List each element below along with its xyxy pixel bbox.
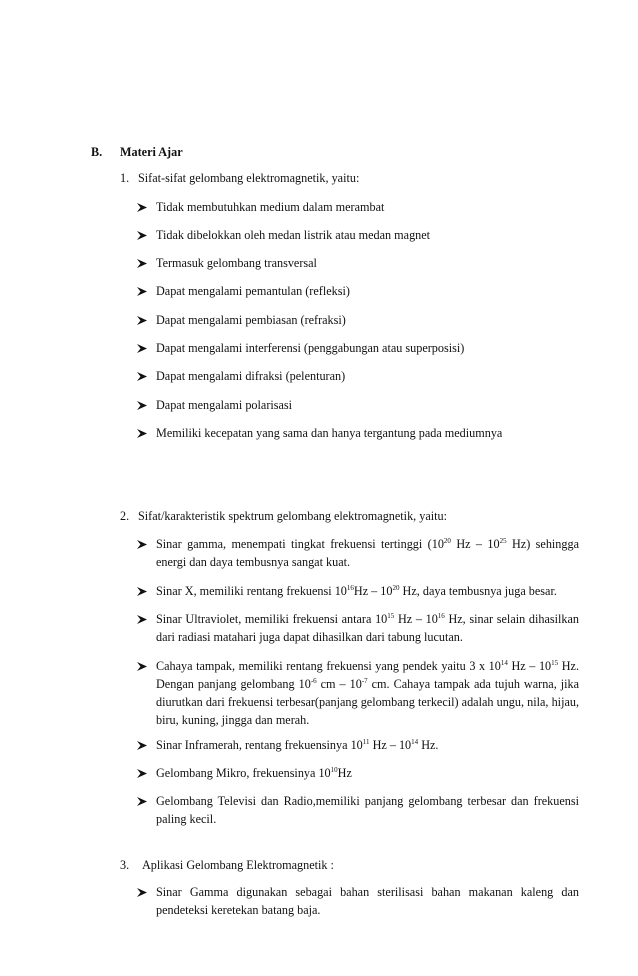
list1-item-0: [136, 198, 579, 216]
list-item-text: Sinar Gamma digunakan sebagai bahan sterilisasi bahan makanan kaleng dan pendeteksi keretekan batang baja.: [156, 885, 579, 917]
list2-number: 2.: [120, 509, 130, 523]
arrow-bullet-icon: [136, 367, 148, 385]
list1-number: 1.: [120, 171, 130, 185]
arrow-bullet-icon: [136, 254, 148, 272]
list-item-text: Dapat mengalami pemantulan (refleksi): [156, 284, 350, 298]
list2-item-xray: [136, 582, 579, 600]
list1-item-8: [136, 424, 579, 442]
list2-item-infrared: [136, 736, 579, 754]
section-title: Materi Ajar: [120, 145, 183, 159]
list2-heading: Sifat/karakteristik spektrum gelombang elektromagnetik, yaitu:: [138, 509, 448, 523]
list1-item-6: [136, 367, 579, 385]
xray-text: Sinar X, memiliki rentang frekuensi $10^{16}Hz - 10^{20}$ Hz, daya tembusnya juga besar.: [156, 584, 557, 598]
arrow-bullet-icon: [136, 226, 148, 244]
list2-item-visible: [136, 657, 579, 729]
arrow-bullet-icon: [136, 883, 148, 901]
arrow-bullet-icon: [136, 764, 148, 782]
list-item-text: Tidak membutuhkan medium dalam merambat: [156, 200, 385, 214]
arrow-bullet-icon: [136, 396, 148, 414]
list-item-text: Dapat mengalami pembiasan (refraksi): [156, 313, 346, 327]
infrared-text: Sinar Inframerah, rentang frekuensinya $10^{11}$ Hz – $10^{14}$ Hz.: [156, 738, 439, 752]
arrow-bullet-icon: [136, 582, 148, 600]
arrow-bullet-icon: [136, 198, 148, 216]
list-item-text: Dapat mengalami difraksi (pelenturan): [156, 369, 346, 383]
list2-item-tv-radio: [136, 792, 579, 828]
list-item-text: Tidak dibelokkan oleh medan listrik atau medan magnet: [156, 228, 431, 242]
arrow-bullet-icon: [136, 792, 148, 810]
list1-item-2: [136, 254, 579, 272]
visible-light-text: Cahaya tampak, memiliki rentang frekuensi yang pendek yaitu 3 x $10^{14}$ Hz – $10^{15}$ Hz. Dengan panjang gelombang $10^{-6}$ cm – $10^{-7}$ cm. Cahaya tampak ada tujuh warna, jika diurutkan dari frekuensi terbesar(panjang gelombang terkecil) adalah ungu, nila, hijau, biru, kuning, jingga dan merah.: [156, 659, 580, 727]
arrow-bullet-icon: [136, 610, 148, 628]
list1-item-3: [136, 282, 579, 300]
list-item-text: Dapat mengalami interferensi (penggabungan atau superposisi): [156, 341, 465, 355]
arrow-bullet-icon: [136, 657, 148, 675]
list-item-text: Termasuk gelombang transversal: [156, 256, 317, 270]
list2-item-microwave: [136, 764, 579, 782]
tv-radio-text: Gelombang Televisi dan Radio,memiliki panjang gelombang terbesar dan frekuensi paling kecil.: [156, 794, 579, 826]
arrow-bullet-icon: [136, 535, 148, 553]
list1-item-7: [136, 396, 579, 414]
microwave-text: Gelombang Mikro, frekuensinya $10^{10}Hz$: [156, 766, 352, 780]
list1-heading: Sifat-sifat gelombang elektromagnetik, yaitu:: [138, 171, 360, 185]
gamma-text: Sinar gamma, menempati tingkat frekuensi tertinggi ($10^{20}$ Hz – $10^{25}$ Hz) sehingga energi dan daya tembusnya sangat kuat.: [156, 537, 579, 569]
arrow-bullet-icon: [136, 339, 148, 357]
list3-item-0: [136, 883, 579, 919]
list3-heading: Aplikasi Gelombang Elektromagnetik :: [142, 858, 334, 872]
list2-item-gamma: [136, 535, 579, 571]
arrow-bullet-icon: [136, 282, 148, 300]
list1-item-1: [136, 226, 579, 244]
list-item-text: Memiliki kecepatan yang sama dan hanya tergantung pada mediumnya: [156, 426, 503, 440]
uv-text: Sinar Ultraviolet, memiliki frekuensi antara $10^{15}$ Hz – $10^{16}$ Hz, sinar selain dihasilkan dari radiasi matahari juga dapat dihasilkan dari tabung lucutan.: [156, 612, 579, 644]
list1-item-5: [136, 339, 579, 357]
arrow-bullet-icon: [136, 311, 148, 329]
list1-item-4: [136, 311, 579, 329]
arrow-bullet-icon: [136, 736, 148, 754]
list-item-text: Dapat mengalami polarisasi: [156, 398, 293, 412]
section-label: B.: [91, 145, 103, 159]
list3-number: 3.: [120, 858, 130, 872]
arrow-bullet-icon: [136, 424, 148, 442]
list2-item-uv: [136, 610, 579, 646]
